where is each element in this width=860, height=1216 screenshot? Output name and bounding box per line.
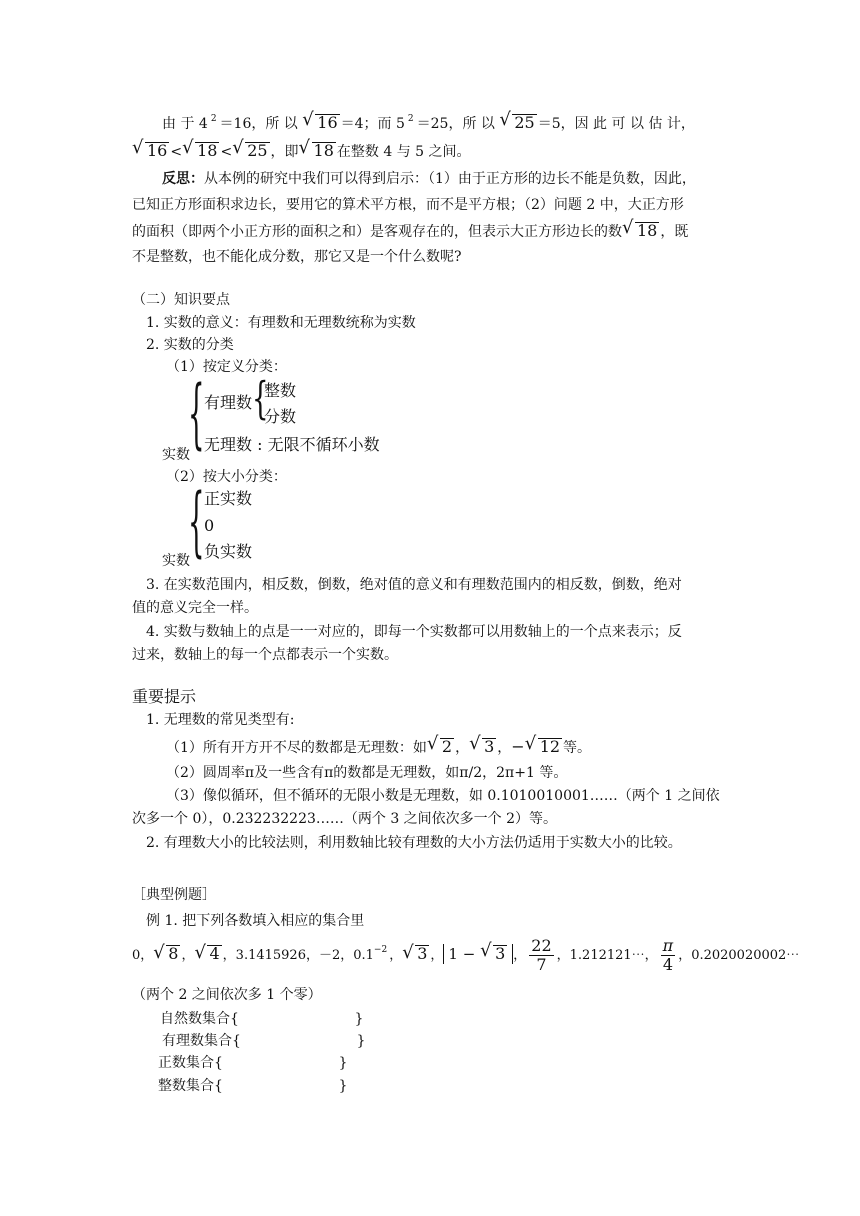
text: ，即 bbox=[270, 144, 299, 160]
classification-by-definition: （1）按定义分类： bbox=[166, 359, 287, 375]
text: ， bbox=[513, 948, 527, 963]
negative-label: 负实数 bbox=[204, 542, 253, 561]
text: ＝4；而 5 bbox=[340, 116, 405, 132]
text: ， bbox=[181, 948, 195, 963]
sqrt-25 bbox=[500, 114, 536, 133]
radicand: 18 bbox=[637, 221, 658, 240]
text: ，1.212121⋯， bbox=[556, 948, 658, 963]
knowledge-item-2: 2. 实数的分类 bbox=[146, 337, 234, 353]
examples-heading: ［典型例题］ bbox=[132, 887, 216, 903]
knowledge-item-3a: 3. 在实数范围内，相反数，倒数，绝对值的意义和有理数范围内的相反数，倒数，绝对 bbox=[146, 577, 682, 593]
positive-number-set: 正数集合{ } bbox=[158, 1055, 348, 1071]
text: ＝25，所 以 bbox=[416, 116, 495, 132]
less-than: < bbox=[220, 144, 233, 160]
knowledge-item-3b: 值的意义完全一样。 bbox=[132, 600, 258, 616]
sqrt-3 bbox=[470, 738, 496, 757]
brace-size: { bbox=[188, 480, 205, 568]
fraction-pi-4 bbox=[661, 937, 676, 974]
radicand: 4 bbox=[209, 944, 220, 963]
sqrt-3 bbox=[481, 944, 507, 964]
text: 不是整数，也不能化成分数，那它又是一个什么数呢? bbox=[132, 249, 462, 265]
rational-number-set: 有理数集合{ } bbox=[162, 1033, 366, 1049]
reflect-line4 bbox=[132, 248, 462, 266]
text: ，3.1415926，－2，0.1 bbox=[222, 948, 374, 963]
text: 1 − bbox=[448, 945, 481, 963]
text: ， bbox=[430, 948, 444, 963]
radicand: 12 bbox=[539, 737, 561, 756]
sqrt-25 bbox=[233, 142, 269, 161]
tips-sub-3b: 次多一个 0），0.232232223……（两个 3 之间依次多一个 2）等。 bbox=[132, 811, 558, 827]
text: 等。 bbox=[563, 740, 592, 756]
classification-by-size: （2）按大小分类： bbox=[166, 469, 287, 485]
sqrt-3 bbox=[403, 934, 429, 978]
integer-label: 整数 bbox=[264, 381, 297, 400]
text: 从本例的研究中我们可以得到启示：（1）由于正方形的边长不能是负数，因此， bbox=[204, 171, 696, 187]
reflect-line3 bbox=[132, 222, 688, 241]
tips-heading: 重要提示 bbox=[132, 687, 197, 706]
radicand: 8 bbox=[168, 944, 179, 963]
text: 0， bbox=[132, 948, 154, 963]
brace-inner: { bbox=[252, 374, 269, 426]
brace-outer: { bbox=[188, 372, 205, 460]
tips-item-1: 1. 无理数的常见类型有: bbox=[146, 712, 295, 728]
reflect-line1 bbox=[162, 170, 696, 188]
radicand: 16 bbox=[317, 113, 338, 132]
sqrt-16 bbox=[303, 114, 339, 133]
tips-sub-2: （2）圆周率π及一些含有π的数都是无理数，如π/2，2π+1 等。 bbox=[166, 765, 568, 781]
radicand: 3 bbox=[484, 737, 495, 756]
para1-line1 bbox=[162, 114, 695, 135]
text: 已知正方形面积求边长，要用它的算术平方根，而不是平方根；（2）问题 2 中，大正方形 bbox=[132, 197, 684, 213]
text: ，既 bbox=[660, 224, 689, 240]
radicand: 3 bbox=[417, 944, 428, 963]
knowledge-item-1: 1. 实数的意义：有理数和无理数统称为实数 bbox=[146, 315, 416, 331]
text: 由 于 4 bbox=[162, 116, 208, 132]
fraction-22-7 bbox=[529, 937, 553, 974]
sqrt-16 bbox=[133, 142, 169, 161]
zero-label: 0 bbox=[204, 516, 215, 535]
text: 的面积（即两个小正方形的面积之和）是客观存在的，但表示大正方形边长的数 bbox=[132, 224, 622, 240]
sqrt-18 bbox=[300, 142, 336, 161]
sqrt-8 bbox=[154, 934, 180, 978]
rational-label: 有理数 bbox=[204, 393, 253, 412]
knowledge-item-4a: 4. 实数与数轴上的点是一一对应的，即每一个实数都可以用数轴上的一个点来表示；反 bbox=[146, 624, 682, 640]
exponent: 2 bbox=[407, 114, 414, 124]
radicand: 25 bbox=[247, 141, 268, 160]
example-1-number-list bbox=[132, 934, 799, 979]
comma: ， bbox=[497, 740, 512, 756]
reflect-label: 反思： bbox=[162, 171, 204, 187]
sqrt-12 bbox=[526, 738, 562, 757]
text: ，0.2020020002⋯ bbox=[678, 948, 800, 963]
sqrt-4 bbox=[195, 934, 221, 978]
reflect-line2 bbox=[132, 196, 684, 214]
comma: ， bbox=[455, 740, 470, 756]
minus-sign: − bbox=[511, 737, 525, 756]
exponent: 2 bbox=[210, 114, 217, 124]
fraction-label: 分数 bbox=[264, 407, 297, 426]
integer-set: 整数集合{ } bbox=[158, 1078, 348, 1094]
text: （1）所有开方开不尽的数都是无理数：如 bbox=[166, 740, 427, 756]
radicand: 18 bbox=[313, 141, 334, 160]
tips-item-2: 2. 有理数大小的比较法则，利用数轴比较有理数的大小方法仍适用于实数大小的比较。 bbox=[146, 835, 682, 851]
irrational-label: 无理数 : 无限不循环小数 bbox=[204, 435, 380, 454]
sqrt-18 bbox=[623, 222, 659, 241]
knowledge-heading: （二）知识要点 bbox=[132, 292, 230, 308]
denominator: 4 bbox=[662, 955, 674, 974]
radicand: 25 bbox=[514, 113, 535, 132]
example-1-note: （两个 2 之间依次多 1 个零） bbox=[132, 987, 322, 1003]
sqrt-18 bbox=[183, 142, 219, 161]
numerator: π bbox=[662, 936, 674, 955]
text: ＝16，所 以 bbox=[219, 116, 298, 132]
text: ＝5，因 此 可 以 估 计， bbox=[537, 116, 695, 132]
sqrt-2 bbox=[428, 738, 454, 757]
example-1-prompt: 例 1. 把下列各数填入相应的集合里 bbox=[146, 913, 365, 929]
denominator: 7 bbox=[536, 955, 547, 974]
text: 在整数 4 与 5 之间。 bbox=[336, 144, 471, 160]
radicand: 16 bbox=[147, 141, 168, 160]
absolute-value bbox=[443, 944, 513, 964]
radicand: 3 bbox=[495, 944, 506, 963]
positive-label: 正实数 bbox=[204, 489, 253, 508]
radicand: 2 bbox=[441, 737, 453, 756]
numerator: 22 bbox=[531, 936, 552, 955]
less-than: < bbox=[170, 144, 183, 160]
knowledge-item-4b: 过来，数轴上的每一个点都表示一个实数。 bbox=[132, 647, 398, 663]
real-number-label-2: 实数 bbox=[162, 553, 190, 569]
real-number-label: 实数 bbox=[162, 447, 190, 463]
tips-sub-3a: （3）像似循环，但不循环的无限小数是无理数，如 0.1010010001……（两个 1 之间依 bbox=[166, 788, 720, 804]
natural-number-set: 自然数集合{ } bbox=[160, 1011, 364, 1027]
text: ， bbox=[389, 948, 403, 963]
para1-line2 bbox=[132, 142, 471, 161]
exponent: −2 bbox=[373, 945, 388, 955]
tips-sub-1 bbox=[166, 738, 591, 757]
radicand: 18 bbox=[197, 141, 218, 160]
